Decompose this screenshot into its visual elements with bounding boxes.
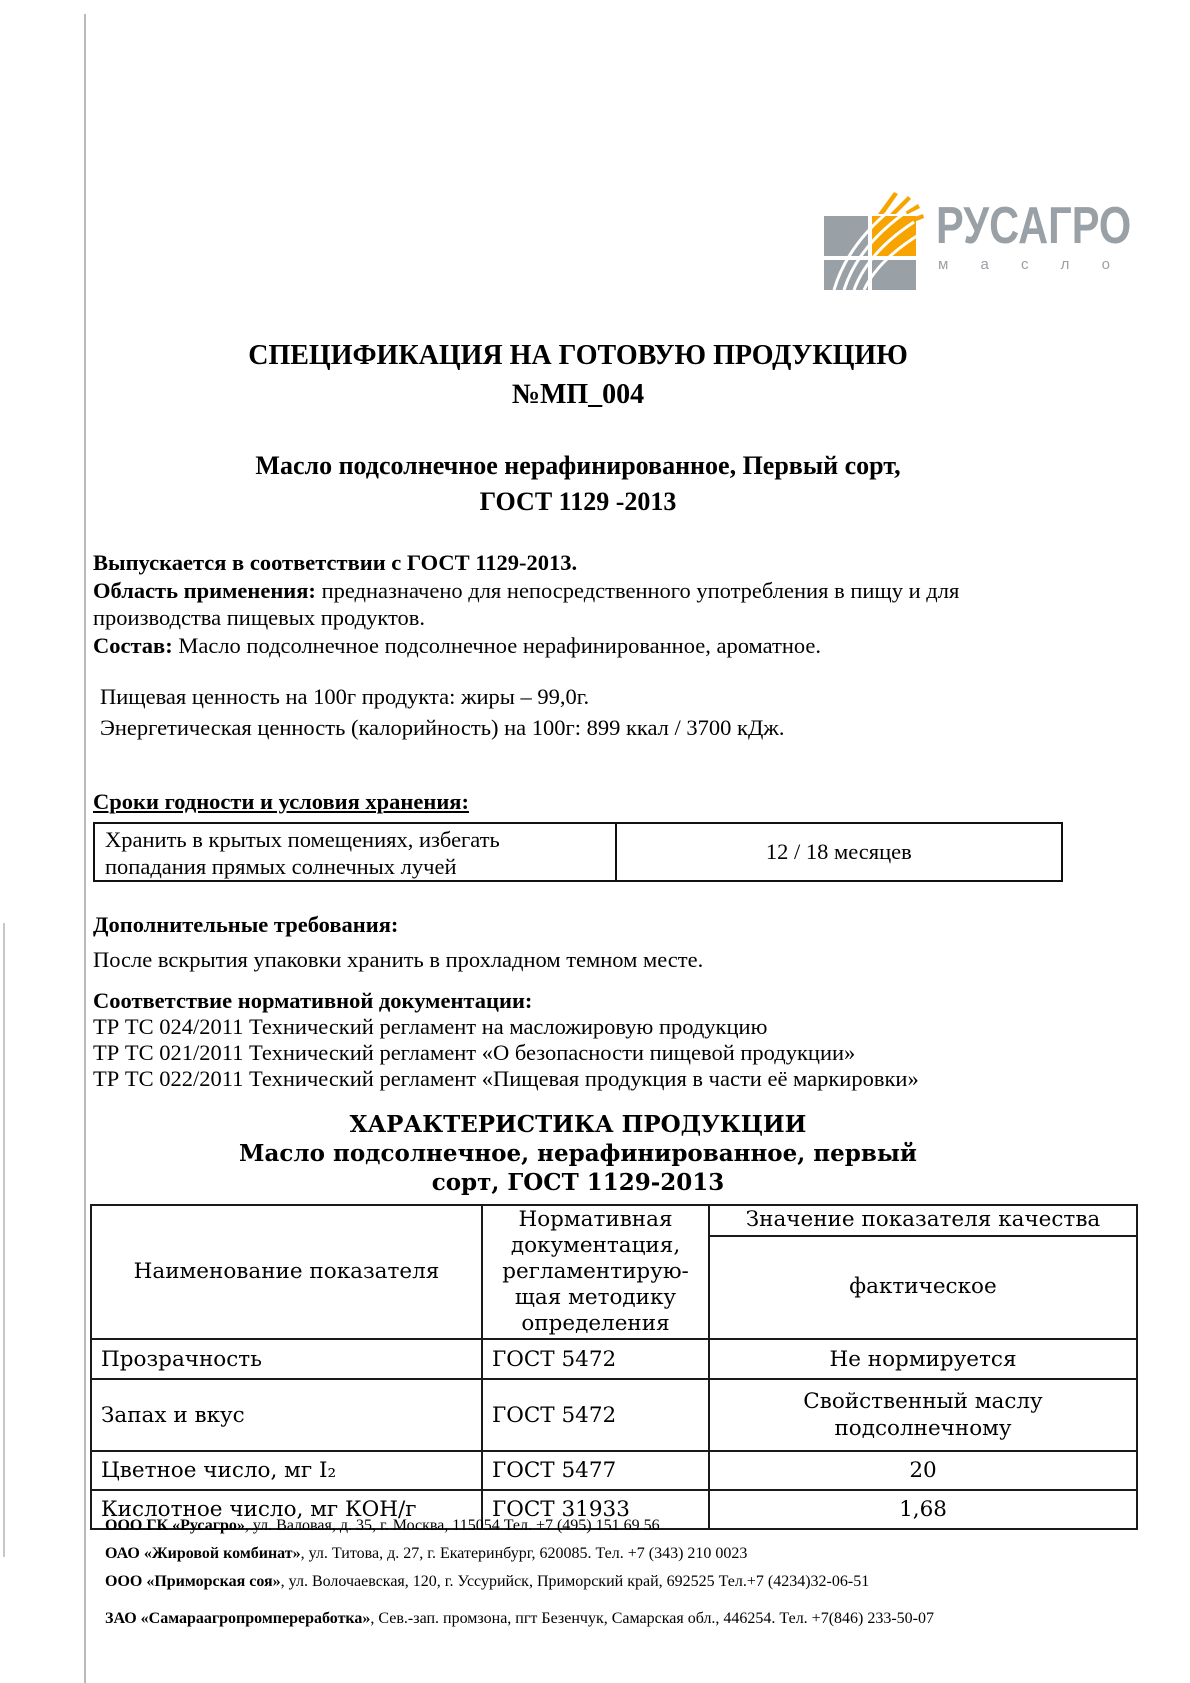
shelf-life-cell: 12 / 18 месяцев xyxy=(765,839,912,864)
indicator-name: Запах и вкус xyxy=(91,1379,482,1451)
compliance-item: ТР ТС 022/2011 Технический регламент «Пищевая продукция в части её маркировки» xyxy=(93,1066,919,1091)
indicator-name: Цветное число, мг I₂ xyxy=(91,1451,482,1490)
rusagro-logo-icon xyxy=(820,190,924,295)
characteristics-heading-line3: сорт, ГОСТ 1129-2013 xyxy=(431,1169,725,1196)
scope-text: предназначено для непосредственного употребления в пищу и для производства пищевых продуктов. xyxy=(93,577,960,630)
indicator-value: Не нормируется xyxy=(709,1339,1137,1379)
characteristics-table xyxy=(90,1204,1138,1530)
intro-section xyxy=(93,549,1003,659)
brand-name: РУСАГРО xyxy=(936,197,1132,255)
indicator-method: ГОСТ 5472 xyxy=(482,1339,709,1379)
document-number: №МП_004 xyxy=(511,379,645,410)
issued-statement xyxy=(93,549,1003,577)
contact-line xyxy=(105,1568,1115,1596)
company-address: , ул. Титова, д. 27, г. Екатеринбург, 620085. Тел. +7 (343) 210 0023 xyxy=(300,1545,748,1562)
table-row xyxy=(91,1451,1137,1490)
indicator-name: Кислотное число, мг КОН/г xyxy=(91,1490,482,1529)
rusagro-logo xyxy=(820,190,1180,295)
nutrition-value-line: Пищевая ценность на 100г продукта: жиры – 99,0г. xyxy=(100,684,590,709)
indicator-method: ГОСТ 5472 xyxy=(482,1379,709,1451)
indicator-value: 20 xyxy=(709,1451,1137,1490)
composition-text: Масло подсолнечное подсолнечное нерафинированное, ароматное. xyxy=(172,632,822,658)
product-title-line1: Масло подсолнечное нерафинированное, Первый сорт, xyxy=(255,451,901,480)
column-header-method: Нормативная документация, регламентирую-щая методику определения xyxy=(482,1205,709,1339)
document-title xyxy=(93,336,1063,414)
issued-statement-text: Выпускается в соответствии с ГОСТ 1129-2013. xyxy=(93,550,578,575)
footer-contacts xyxy=(105,1512,1115,1633)
compliance-item: ТР ТС 024/2011 Технический регламент на масложировую продукцию xyxy=(93,1014,768,1039)
column-header-name: Наименование показателя xyxy=(91,1205,482,1339)
indicator-value: 1,68 xyxy=(709,1490,1137,1529)
table-row xyxy=(91,1379,1137,1451)
indicator-name: Прозрачность xyxy=(91,1339,482,1379)
page-edge-line xyxy=(84,14,86,1683)
compliance-item: ТР ТС 021/2011 Технический регламент «О безопасности пищевой продукции» xyxy=(93,1040,856,1065)
contact-line xyxy=(105,1605,1115,1633)
product-title-line2: ГОСТ 1129 -2013 xyxy=(479,487,677,516)
table-header-row xyxy=(91,1205,1137,1236)
company-name: ЗАО «Самараагропромпереработка» xyxy=(105,1610,371,1627)
additional-text: После вскрытия упаковки хранить в прохладном темном месте. xyxy=(93,947,704,972)
company-address: , Сев.-зап. промзона, пгт Безенчук, Самарская обл., 446254. Тел. +7(846) 233-50-07 xyxy=(370,1610,935,1627)
composition-label: Состав: xyxy=(93,632,173,658)
product-title xyxy=(93,448,1063,520)
characteristics-heading xyxy=(93,1110,1063,1197)
scope-label: Область применения: xyxy=(93,577,316,603)
storage-condition-cell: Хранить в крытых помещениях, избегать попадания прямых солнечных лучей xyxy=(95,824,617,880)
document-title-line: СПЕЦИФИКАЦИЯ НА ГОТОВУЮ ПРОДУКЦИЮ xyxy=(248,340,908,371)
table-row xyxy=(91,1339,1137,1379)
indicator-method: ГОСТ 5477 xyxy=(482,1451,709,1490)
nutrition-section xyxy=(100,681,1020,743)
energy-value-line: Энергетическая ценность (калорийность) на 100г: 899 ккал / 3700 кДж. xyxy=(100,715,785,740)
company-name: ОАО «Жировой комбинат» xyxy=(105,1545,301,1562)
column-header-value: Значение показателя качества xyxy=(709,1205,1137,1236)
scope-paragraph xyxy=(93,577,1003,632)
compliance-heading: Соответствие нормативной документации: xyxy=(93,988,533,1013)
characteristics-heading-line1: ХАРАКТЕРИСТИКА ПРОДУКЦИИ xyxy=(349,1111,807,1138)
contact-line xyxy=(105,1512,1115,1540)
brand-subtitle: м а с л о xyxy=(938,256,1124,273)
company-address: , ул. Волочаевская, 120, г. Уссурийск, Приморский край, 692525 Тел.+7 (4234)32-06-51 xyxy=(280,1573,870,1590)
column-subheader-actual: фактическое xyxy=(709,1236,1137,1339)
storage-heading: Сроки годности и условия хранения: xyxy=(93,789,469,814)
characteristics-heading-line2: Масло подсолнечное, нерафинированное, первый xyxy=(239,1140,917,1167)
contact-line xyxy=(105,1540,1115,1568)
indicator-method: ГОСТ 31933 xyxy=(482,1490,709,1529)
company-name: ООО ГК «Русагро» xyxy=(105,1517,245,1534)
company-address: , ул. Валовая, д. 35, г. Москва, 115054 Тел. +7 (495) 151 69 56 xyxy=(244,1517,660,1534)
storage-table xyxy=(93,822,1063,882)
indicator-value: Свойственный маслу подсолнечному xyxy=(709,1379,1137,1451)
additional-heading: Дополнительные требования: xyxy=(93,912,399,937)
compliance-section xyxy=(93,988,1023,1092)
company-name: ООО «Приморская соя» xyxy=(105,1573,281,1590)
composition-paragraph xyxy=(93,632,1003,660)
page-margin-line xyxy=(3,923,5,1557)
additional-requirements-section xyxy=(93,911,1013,973)
